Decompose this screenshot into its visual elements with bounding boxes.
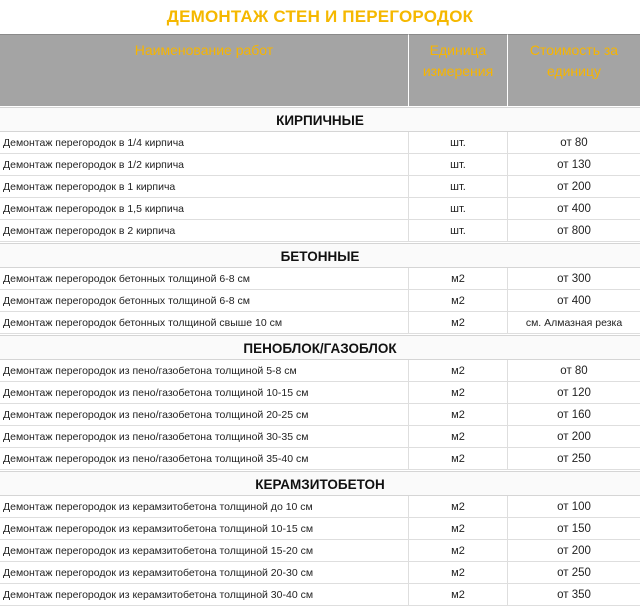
table-row bbox=[0, 176, 640, 198]
table-row bbox=[0, 584, 640, 606]
page-title: ДЕМОНТАЖ СТЕН И ПЕРЕГОРОДОК bbox=[166, 7, 474, 26]
work-name-cell: Демонтаж перегородок из керамзитобетона толщиной 30-40 см bbox=[0, 584, 409, 606]
unit-cell: шт. bbox=[409, 198, 508, 220]
price-cell: от 200 bbox=[508, 176, 640, 198]
table-row bbox=[0, 404, 640, 426]
section-header-row bbox=[0, 471, 640, 496]
table-row bbox=[0, 220, 640, 242]
section-header-row bbox=[0, 243, 640, 268]
price-cell: от 200 bbox=[508, 540, 640, 562]
unit-cell: м2 bbox=[409, 584, 508, 606]
work-name-cell: Демонтаж перегородок из керамзитобетона толщиной 10-15 см bbox=[0, 518, 409, 540]
price-table bbox=[0, 34, 640, 606]
price-cell: от 160 bbox=[508, 404, 640, 426]
work-name-cell: Демонтаж перегородок бетонных толщиной 6-8 см bbox=[0, 268, 409, 290]
table-row bbox=[0, 132, 640, 154]
unit-cell: м2 bbox=[409, 312, 508, 334]
price-cell: от 100 bbox=[508, 496, 640, 518]
price-cell: от 120 bbox=[508, 382, 640, 404]
price-cell: от 250 bbox=[508, 562, 640, 584]
table-header-row bbox=[0, 34, 640, 106]
section-title: БЕТОННЫЕ bbox=[0, 243, 640, 268]
unit-cell: шт. bbox=[409, 132, 508, 154]
work-name-cell: Демонтаж перегородок в 2 кирпича bbox=[0, 220, 409, 242]
unit-cell: м2 bbox=[409, 268, 508, 290]
work-name-cell: Демонтаж перегородок из пено/газобетона толщиной 10-15 см bbox=[0, 382, 409, 404]
work-name-cell: Демонтаж перегородок из пено/газобетона толщиной 35-40 см bbox=[0, 448, 409, 470]
price-cell: от 400 bbox=[508, 290, 640, 312]
table-row bbox=[0, 426, 640, 448]
table-row bbox=[0, 268, 640, 290]
table-row bbox=[0, 382, 640, 404]
work-name-cell: Демонтаж перегородок в 1/2 кирпича bbox=[0, 154, 409, 176]
unit-cell: шт. bbox=[409, 220, 508, 242]
table-row bbox=[0, 496, 640, 518]
unit-cell: м2 bbox=[409, 518, 508, 540]
section-title: ПЕНОБЛОК/ГАЗОБЛОК bbox=[0, 335, 640, 360]
unit-cell: м2 bbox=[409, 448, 508, 470]
price-cell: от 350 bbox=[508, 584, 640, 606]
section-title: КИРПИЧНЫЕ bbox=[0, 107, 640, 132]
unit-cell: м2 bbox=[409, 496, 508, 518]
section-header-row bbox=[0, 335, 640, 360]
work-name-cell: Демонтаж перегородок из керамзитобетона толщиной 15-20 см bbox=[0, 540, 409, 562]
unit-cell: шт. bbox=[409, 176, 508, 198]
unit-cell: м2 bbox=[409, 562, 508, 584]
section-header-row bbox=[0, 107, 640, 132]
table-row bbox=[0, 518, 640, 540]
price-cell: от 200 bbox=[508, 426, 640, 448]
unit-cell: м2 bbox=[409, 540, 508, 562]
unit-cell: шт. bbox=[409, 154, 508, 176]
price-cell: от 400 bbox=[508, 198, 640, 220]
table-row bbox=[0, 540, 640, 562]
column-header-price: Стоимость за единицу bbox=[508, 34, 640, 106]
work-name-cell: Демонтаж перегородок из керамзитобетона толщиной 20-30 см bbox=[0, 562, 409, 584]
price-cell: от 150 bbox=[508, 518, 640, 540]
table-row bbox=[0, 198, 640, 220]
work-name-cell: Демонтаж перегородок из керамзитобетона толщиной до 10 см bbox=[0, 496, 409, 518]
unit-cell: м2 bbox=[409, 426, 508, 448]
price-cell: от 130 bbox=[508, 154, 640, 176]
table-row bbox=[0, 360, 640, 382]
work-name-cell: Демонтаж перегородок из пено/газобетона толщиной 20-25 см bbox=[0, 404, 409, 426]
column-header-unit: Единица измерения bbox=[409, 34, 508, 106]
work-name-cell: Демонтаж перегородок из пено/газобетона толщиной 30-35 см bbox=[0, 426, 409, 448]
price-cell: от 300 bbox=[508, 268, 640, 290]
work-name-cell: Демонтаж перегородок бетонных толщиной свыше 10 см bbox=[0, 312, 409, 334]
table-row bbox=[0, 448, 640, 470]
table-row bbox=[0, 562, 640, 584]
table-body bbox=[0, 106, 640, 606]
price-cell: от 80 bbox=[508, 360, 640, 382]
work-name-cell: Демонтаж перегородок в 1,5 кирпича bbox=[0, 198, 409, 220]
price-cell: от 250 bbox=[508, 448, 640, 470]
section-title: КЕРАМЗИТОБЕТОН bbox=[0, 471, 640, 496]
work-name-cell: Демонтаж перегородок в 1/4 кирпича bbox=[0, 132, 409, 154]
work-name-cell: Демонтаж перегородок из пено/газобетона толщиной 5-8 см bbox=[0, 360, 409, 382]
unit-cell: м2 bbox=[409, 382, 508, 404]
work-name-cell: Демонтаж перегородок в 1 кирпича bbox=[0, 176, 409, 198]
price-cell: от 80 bbox=[508, 132, 640, 154]
table-row bbox=[0, 290, 640, 312]
price-cell: см. Алмазная резка bbox=[508, 312, 640, 334]
work-name-cell: Демонтаж перегородок бетонных толщиной 6-8 см bbox=[0, 290, 409, 312]
table-row bbox=[0, 312, 640, 334]
unit-cell: м2 bbox=[409, 360, 508, 382]
unit-cell: м2 bbox=[409, 404, 508, 426]
price-cell: от 800 bbox=[508, 220, 640, 242]
column-header-name: Наименование работ bbox=[0, 34, 409, 106]
table-row bbox=[0, 154, 640, 176]
unit-cell: м2 bbox=[409, 290, 508, 312]
